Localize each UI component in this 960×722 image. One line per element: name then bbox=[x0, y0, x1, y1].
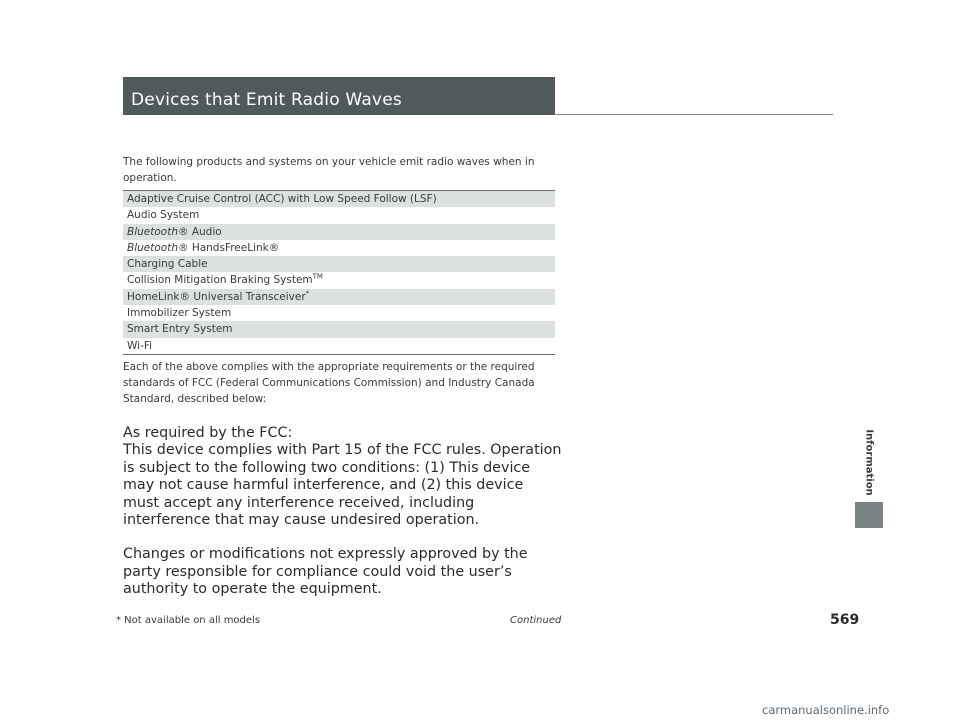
device-row: HomeLink® Universal Transceiver* bbox=[123, 289, 555, 305]
fcc-paragraph-2: Changes or modifications not expressly approved by the party responsible for compliance could void the user’s authority to operate the equipment. bbox=[123, 546, 528, 598]
intro-text: The following products and systems on your vehicle emit radio waves when in operation. bbox=[123, 156, 535, 184]
side-tab-marker bbox=[855, 502, 883, 528]
device-row: Bluetooth® HandsFreeLink® bbox=[127, 241, 280, 254]
section-title: Devices that Emit Radio Waves bbox=[131, 90, 402, 110]
fcc-heading: As required by the FCC: bbox=[123, 425, 293, 441]
page-number: 569 bbox=[830, 612, 860, 628]
section-header bbox=[123, 77, 555, 115]
header-rule bbox=[555, 114, 833, 115]
side-tab-label: Information bbox=[863, 428, 875, 496]
compliance-note: Each of the above complies with the appropriate requirements or the required standards of FCC (Federal Communications Commission) and Industry Canada Standard, described below: bbox=[123, 361, 535, 405]
watermark: carmanualsonline.info bbox=[762, 703, 890, 717]
continued-label: Continued bbox=[510, 615, 562, 626]
device-row: Bluetooth® Audio bbox=[123, 224, 555, 240]
device-row: Smart Entry System bbox=[123, 321, 555, 337]
device-row: Charging Cable bbox=[123, 256, 555, 272]
trademark-mark: TM bbox=[312, 272, 323, 281]
device-row: Immobilizer System bbox=[127, 307, 232, 320]
fcc-paragraph-1: This device complies with Part 15 of the FCC rules. Operation is subject to the following two conditions: (1) This device may not cause harmful interference, and (2) this device must accept any interference received, including interference that may cause undesired operation. bbox=[123, 442, 562, 529]
device-row: Collision Mitigation Braking System™ bbox=[127, 272, 323, 287]
device-row: Adaptive Cruise Control (ACC) with Low Speed Follow (LSF) bbox=[123, 191, 555, 207]
device-row: Audio System bbox=[127, 209, 200, 222]
device-table bbox=[123, 190, 555, 355]
fcc-statement bbox=[123, 425, 563, 599]
footnote: * Not available on all models bbox=[116, 615, 261, 626]
footnote-mark: * bbox=[305, 289, 310, 298]
device-row: Wi-Fi bbox=[127, 339, 153, 352]
